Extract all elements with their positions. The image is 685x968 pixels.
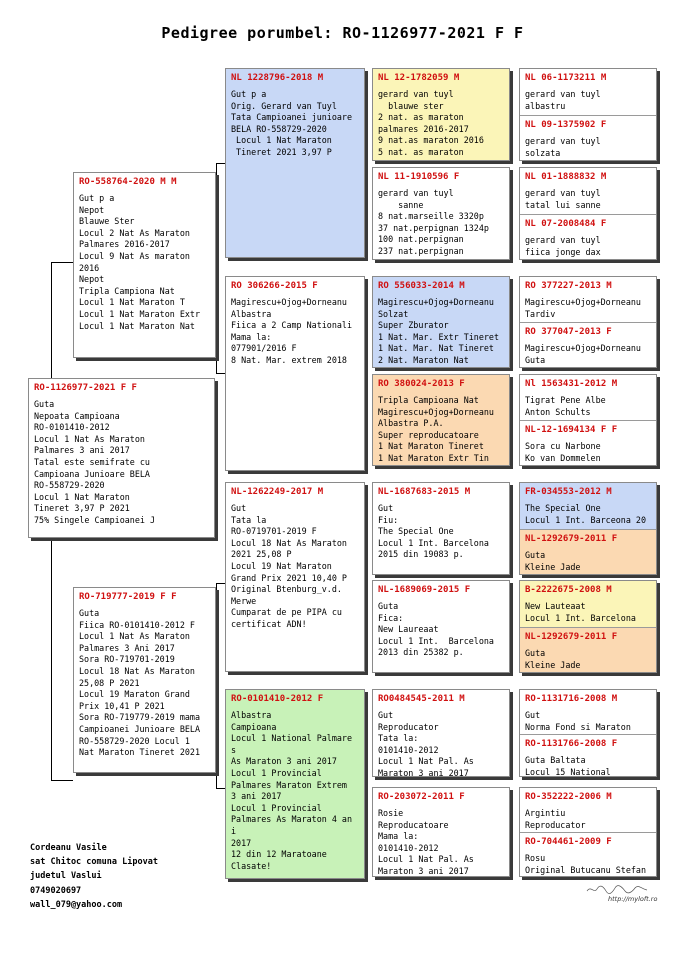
note-line: 2017 [231,837,252,848]
ring-id: RO-0101410-2012 F [231,694,324,704]
note-line: blauwe ster [378,100,444,111]
note-line: Kleine Jade [525,561,581,572]
note-line: RO-0719701-2019 F [231,526,317,537]
notes [231,297,359,367]
note-line: New Laureaat [378,624,439,635]
note-line: Magirescu+Ojog+Dorneanu [378,297,494,307]
note-line: Albastra [231,710,272,720]
note-line: Guta [34,399,55,409]
note-line: Locul 9 Nat As maraton [79,250,190,261]
connector-line [216,583,217,788]
notes [378,89,504,159]
notes [525,297,651,320]
ring-id: RO-203072-2011 F [378,792,465,802]
ring-id: RO0484545-2011 M [378,694,465,704]
connector-line [51,780,73,781]
ring-id: RO-704461-2009 F [525,837,612,847]
notes [525,808,651,831]
note-line: Locul 1 Int. Barceona 20 [525,514,647,525]
owner-contact [30,841,158,912]
note-line: Magirescu+Ojog+Dorneanu [525,343,641,353]
connector-line [216,373,225,374]
note-line: Fica: [378,612,404,623]
grandparent-card [225,482,365,672]
note-line: Gut [378,503,394,513]
connector-line [216,788,225,789]
note-line: Palmares As Maraton 4 an [231,814,353,825]
notes [525,755,651,777]
note-line: Locul 1 Int. Barcelona [378,635,494,646]
note-line: 9 nat.as maraton 2016 [378,135,484,146]
note-line: Maraton 3 ani 2017 [378,865,469,876]
notes [525,89,651,112]
note-line: Locul 1 Nat As Maraton [34,433,145,444]
note-line: Gut p a [231,89,267,99]
note-line: 077901/2016 F [231,343,297,354]
note-line: Locul 1 Provincial [231,802,322,813]
notes [378,395,504,465]
note-line: 8 nat.marseille 3320p [378,211,484,222]
ancestor-pair-card [519,580,657,673]
note-line: Albastra P.A. [378,418,444,429]
note-line: Fiica a 2 Camp Nationali [231,320,353,331]
ancestor-pair-card [519,374,657,466]
note-line: Albastra [231,308,272,319]
note-line: Merwe [231,595,257,606]
note-line: RO-558729-2020 Locul 1 [79,735,190,746]
notes [525,710,651,733]
grandparent-card [225,689,365,879]
note-line: tatal lui sanne [525,199,601,210]
dam-notes [79,608,210,759]
ring-id: NL 1228796-2018 M [231,73,324,83]
note-line: Tata Campioanei junioare [231,112,353,123]
owner-phone: 0749020697 [30,885,82,896]
subject-ring-id: RO-1126977-2021 F F [34,383,137,393]
ring-id: NL 12-1782059 M [378,73,460,83]
ancestor-card [372,787,510,877]
note-line: Locul 1 Provincial [231,767,322,778]
note-line: Sora cu Narbone [525,441,601,451]
ancestor-card [372,482,510,575]
sire-card [73,172,216,358]
ring-id: NL-1292679-2011 F [525,534,618,544]
ancestor-card [372,167,510,260]
notes [378,710,504,777]
ring-id: NL 07-2008484 F [525,219,607,229]
note-line: Nepot [79,274,105,285]
notes [231,503,359,631]
note-line: Guta Baltata [525,755,586,765]
note-line: Locul 1 Nat Maraton [231,135,332,146]
note-line: Locul 18 Nat As Maraton [79,665,195,676]
ring-id: RO 377227-2013 M [525,281,612,291]
note-line: 2 nat. as maraton [378,112,464,123]
ancestor-pair-card [519,167,657,260]
note-line: 0101410-2012 [378,842,439,853]
note-line: Sora RO-719779-2019 mama [79,712,201,723]
note-line: Fiu: [378,514,399,525]
subject-notes [34,399,209,527]
subject-card [28,378,215,538]
note-line: The Special One [525,503,601,513]
note-line: Tata la [231,514,267,525]
notes [525,395,651,418]
note-line: Mama la: [378,831,419,842]
owner-email: wall_079@yahoo.com [30,899,123,910]
ancestor-pair-card [519,276,657,368]
connector-line [51,262,73,263]
notes [525,136,651,159]
note-line: Super Zburator [378,320,449,331]
note-line: palmares 2016-2017 [378,123,469,134]
note-line: Tata la: [378,733,419,744]
notes [378,503,504,561]
note-line: Tardiv [525,308,556,319]
connector-line [216,163,217,373]
note-line: Solzat [378,308,409,319]
note-line: Original Btenburg_v.d. [231,584,342,595]
note-line: Tigrat Pene Albe [525,395,606,405]
note-line: s [231,744,237,755]
ancestor-card [372,276,510,368]
note-line: Tripla Campioana Nat [378,395,479,405]
note-line: Gut [231,503,247,513]
ancestor-pair-card [519,689,657,777]
note-line: Grand Prix 2021 10,40 P [231,572,347,583]
ring-id: NL 01-1888832 M [525,172,607,182]
note-line: Locul 1 Nat As Maraton [79,631,190,642]
note-line: Campioana Junioare BELA [34,468,150,479]
note-line: 12 din 12 Maratoane [231,849,327,860]
note-line: Tatal este semifrate cu [34,456,150,467]
note-line: Gut [378,710,394,720]
note-line: Guta [525,354,546,365]
note-line: Locul 1 Int. Barcelona [525,612,636,623]
notes [525,853,651,876]
note-line: Guta [525,648,546,658]
page-title: Pedigree porumbel: RO-1126977-2021 F F [161,24,524,42]
note-line: Cumparat de pe PIPA cu [231,607,342,618]
note-line: BELA RO-558729-2020 [231,123,327,134]
note-line: Guta [378,601,399,611]
note-line: Reproducator [525,819,586,830]
notes [231,710,359,872]
grandparent-card [225,276,365,471]
notes [525,601,651,624]
note-line: Norma Fond si Maraton [525,721,631,732]
ring-id: FR-034553-2012 M [525,487,612,497]
ring-id: NL-1292679-2011 F [525,632,618,642]
notes [525,503,651,526]
note-line: Gut [525,710,541,720]
footer-url: http://myloft.ro [608,895,658,903]
ring-id: RO-352222-2006 M [525,792,612,802]
ring-id: RO-1131716-2008 M [525,694,618,704]
note-line: 2015 din 19083 p. [378,549,464,560]
note-line: certificat ADN! [231,618,307,629]
note-line: Tineret 2021 3,97 P [231,146,332,157]
note-line: Locul 1 Nat Pal. As [378,756,474,767]
ring-id: RO 306266-2015 F [231,281,318,291]
ancestor-card [372,374,510,466]
note-line: Guta [525,550,546,560]
note-line: 1 Nat. Mar. Extr Tineret [378,331,500,342]
note-line: Tripla Campiona Nat [79,285,175,296]
note-line: Reproducator [378,721,439,732]
note-line: Ko van Dommelen [525,452,601,463]
note-line: Palmares 2016-2017 [79,239,170,250]
note-line: Locul 1 Nat Maraton Nat [79,320,195,331]
note-line: 100 nat.perpignan [378,234,464,245]
note-line: 5 nat. as maraton [378,146,464,157]
note-line: Locul 1 Nat Maraton [34,491,130,502]
note-line: Locul 2 Nat As Maraton [79,227,190,238]
note-line: Gut p a [79,193,115,203]
note-line: Guta [79,608,100,618]
note-line: Magirescu+Ojog+Dorneanu [231,297,347,307]
notes [525,343,651,366]
note-line: solzata [525,147,561,158]
note-line: gerard van tuyl [525,188,601,198]
note-line: The Special One [378,526,454,537]
ring-id: NL-1687683-2015 M [378,487,471,497]
note-line: Locul 15 National [525,766,611,777]
note-line: Clasate! [231,860,272,871]
note-line: albastru [525,100,566,111]
ring-id: NL 09-1375902 F [525,120,607,130]
note-line: gerard van tuyl [378,188,454,198]
ring-id: RO 377047-2013 F [525,327,612,337]
note-line: fiica jonge dax [525,246,601,257]
note-line: Fiica RO-0101410-2012 F [79,619,195,630]
note-line: Locul 1 National Palmare [231,733,353,744]
note-line: 0101410-2012 [378,744,439,755]
note-line: gerard van tuyl [525,89,601,99]
note-line: Locul 1 Nat Pal. As [378,854,474,865]
note-line: 1 Nat Maraton Tineret [378,441,484,452]
note-line: Palmares 3 ani 2017 [34,445,130,456]
note-line: As Maraton 3 ani 2017 [231,756,337,767]
note-line: 8 Nat. Mar. extrem 2018 [231,354,347,365]
note-line: Original Butucanu Stefan [525,864,647,875]
ring-id: NL-12-1694134 F F [525,425,618,435]
note-line: Magirescu+Ojog+Dorneanu [378,406,494,417]
note-line: Locul 19 Nat Maraton [231,560,332,571]
notes [378,808,504,877]
sire-notes [79,193,210,332]
notes [525,441,651,464]
ring-id: Nl 1563431-2012 M [525,379,618,389]
notes [378,188,504,258]
notes [525,235,651,258]
note-line: Locul 1 Int. Barcelona [378,537,489,548]
notes [378,297,504,367]
note-line: 1 Nat. Mar. Nat Tineret [378,343,494,354]
note-line: Argintiu [525,808,566,818]
notes [378,601,504,659]
note-line: Nepoata Campioana [34,410,120,421]
dam-card [73,587,216,773]
note-line: Campioana [231,721,277,732]
note-line: Super reproducatoare [378,429,479,440]
sire-ring-id: RO-558764-2020 M M [79,177,177,187]
note-line: Mama la: [231,331,272,342]
note-line: 25,08 P 2021 [79,677,140,688]
note-line: 1 Nat Maraton Extr Tin [378,452,489,463]
note-line: Locul 18 Nat As Maraton [231,537,347,548]
note-line: Kleine Jade [525,659,581,670]
notes [525,188,651,211]
note-line: gerard van tuyl [525,235,601,245]
note-line: Locul 19 Maraton Grand [79,689,190,700]
note-line: New Lauteaat [525,601,586,611]
ring-id: RO 380024-2013 F [378,379,465,389]
note-line: Reproducatoare [378,819,449,830]
ring-id: NL-1689069-2015 F [378,585,471,595]
note-line: Blauwe Ster [79,216,135,227]
ring-id: RO 556033-2014 M [378,281,465,291]
owner-name: Cordeanu Vasile [30,843,107,853]
note-line: Tineret 3,97 P 2021 [34,503,130,514]
ancestor-pair-card [519,68,657,161]
note-line: Prix 10,41 P 2021 [79,700,165,711]
notes [525,648,651,671]
note-line: Palmares 3 Ani 2017 [79,642,175,653]
note-line: Orig. Gerard van Tuyl [231,100,337,111]
note-line: Rosie [378,808,404,818]
ring-id: NL 06-1173211 M [525,73,607,83]
ancestor-pair-card [519,482,657,575]
note-line: 3 ani 2017 [231,791,282,802]
ancestor-card [372,689,510,777]
notes [525,550,651,573]
note-line: sanne [378,199,424,210]
note-line: Palmares Maraton Extrem [231,779,347,790]
ancestor-pair-card [519,787,657,877]
note-line: Maraton 3 ani 2017 [378,767,469,777]
note-line: Rosu [525,853,546,863]
ancestor-card [372,580,510,673]
note-line: 2013 din 25382 p. [378,647,464,658]
note-line: i [231,825,237,836]
note-line: Magirescu+Ojog+Dorneanu [525,297,641,307]
note-line: gerard van tuyl [525,136,601,146]
note-line: Anton Schults [525,406,591,417]
note-line: 2021 25,08 P [231,549,292,560]
note-line: 75% Singele Campioanei J [34,514,156,525]
note-line: Locul 1 Nat Maraton T [79,297,185,308]
note-line: gerard van tuyl [378,89,454,99]
note-line: Locul 1 Nat Maraton Extr [79,308,201,319]
signature-scribble [585,883,650,895]
note-line: RO-558729-2020 [34,480,105,491]
owner-address: sat Chitoc comuna Lipovat [30,857,158,868]
owner-county: judetul Vaslui [30,871,102,882]
note-line: Nat Maraton Tineret 2021 [79,747,201,758]
note-line: 237 nat.perpignan [378,245,464,256]
dam-ring-id: RO-719777-2019 F F [79,592,177,602]
connector-line [216,583,225,584]
ring-id: RO-1131766-2008 F [525,739,618,749]
grandparent-card [225,68,365,258]
note-line: 37 nat.perpignan 1324p [378,222,489,233]
note-line: 2 Nat. Maraton Nat [378,354,469,365]
note-line: 2016 [79,262,100,273]
ring-id: NL 11-1910596 F [378,172,460,182]
note-line: Nepot [79,204,105,215]
ring-id: NL-1262249-2017 M [231,487,324,497]
note-line: Sora RO-719701-2019 [79,654,175,665]
ancestor-card [372,68,510,161]
ring-id: B-2222675-2008 M [525,585,612,595]
notes [231,89,359,159]
connector-line [216,163,225,164]
note-line: Campioanei Junioare BELA [79,723,201,734]
note-line: RO-0101410-2012 [34,422,110,433]
